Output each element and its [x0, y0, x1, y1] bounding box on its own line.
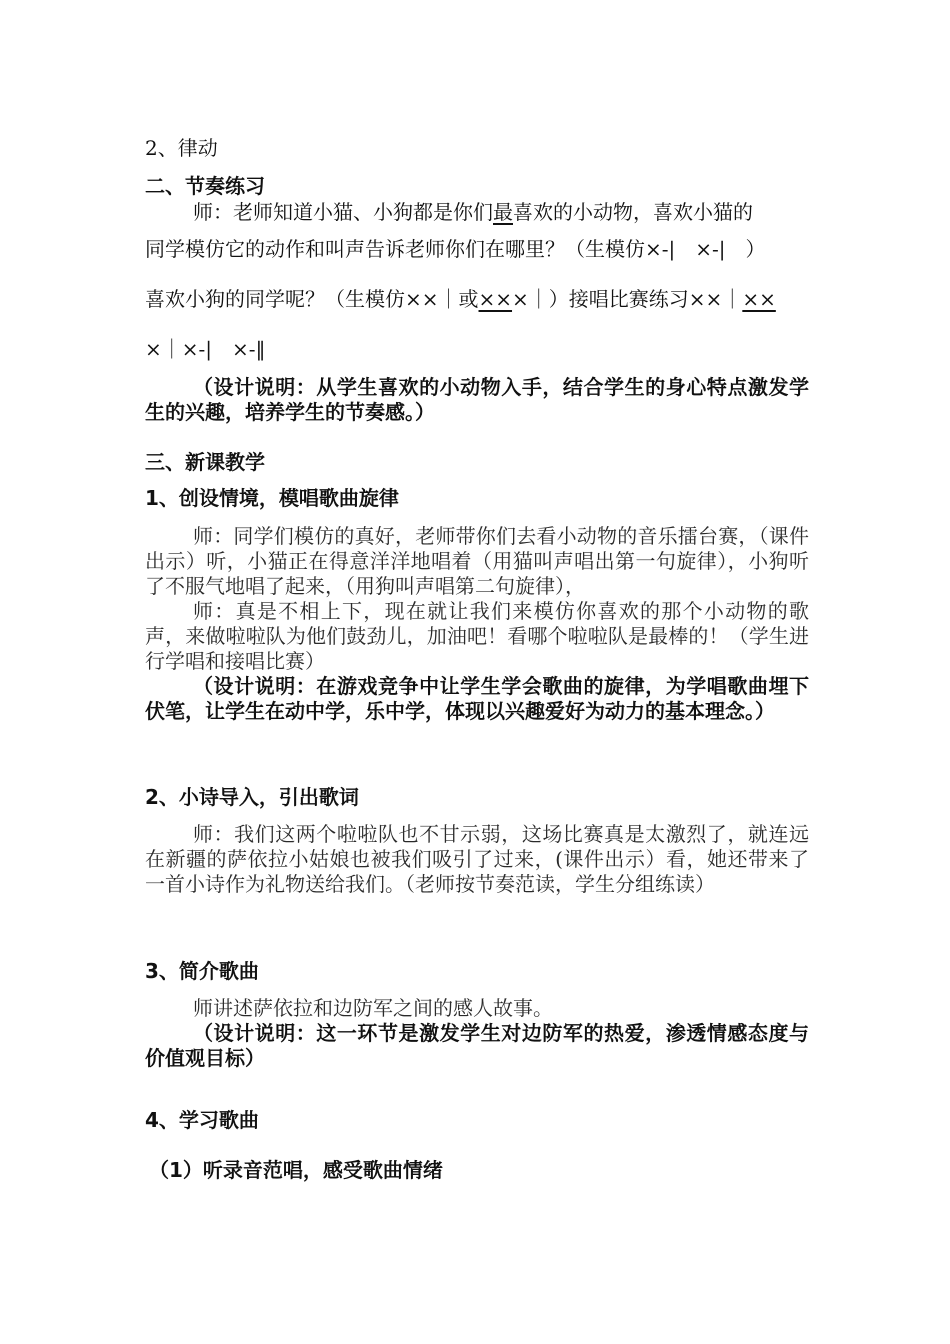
section-heading-rhythm-movement: 2、律动 [145, 136, 218, 160]
subheading-create-scene: 1、创设情境，模唱歌曲旋律 [145, 486, 399, 510]
paragraph-song-intro: 师讲述萨依拉和边防军之间的感人故事。 [193, 996, 553, 1020]
paragraph-scene-1: 师：同学们模仿的真好，老师带你们去看小动物的音乐擂台赛，（课件出示）听，小猫正在得意洋洋地唱着（用猫叫声唱出第一句旋律），小狗听了不服气地唱了起来，（用狗叫声唱第二句旋律）， [145, 524, 809, 598]
rhythm-paragraph-line-4: ×｜×-| ×-‖ [145, 337, 266, 361]
section-heading-rhythm-practice: 二、节奏练习 [145, 174, 265, 198]
subheading-listen-recording: （1）听录音范唱，感受歌曲情绪 [149, 1158, 443, 1182]
design-note-3: （设计说明：这一环节是激发学生对边防军的热爱，渗透情感态度与价值观目标） [145, 1021, 809, 1070]
rhythm-text: 喜欢小狗的同学呢？（生模仿××｜或 [145, 287, 479, 311]
paragraph-poem: 师：我们这两个啦啦队也不甘示弱，这场比赛真是太激烈了，就连远在新疆的萨依拉小姑娘也被我们吸引了过来，(课件出示）看，她还带来了一首小诗作为礼物送给我们。（老师按节奏范读，学生分组练读） [145, 822, 809, 896]
section-heading-new-lesson: 三、新课教学 [145, 450, 265, 474]
subheading-learn-song: 4、学习歌曲 [145, 1108, 259, 1132]
underlined-notation: ×× [742, 287, 776, 311]
subheading-poem-intro: 2、小诗导入，引出歌词 [145, 785, 359, 809]
rhythm-text: ×｜）接唱比赛练习××｜ [512, 287, 743, 311]
rhythm-paragraph-line-3 [145, 287, 809, 312]
underlined-notation: ×× [478, 287, 513, 311]
underlined-word: 最 [493, 200, 513, 224]
rhythm-paragraph-line-1 [145, 200, 809, 225]
paragraph-scene-2: 师：真是不相上下，现在就让我们来模仿你喜欢的那个小动物的歌声，来做啦啦队为他们鼓劲儿，加油吧！看哪个啦啦队是最棒的！（学生进行学唱和接唱比赛） [145, 599, 809, 673]
rhythm-text: 师：老师知道小猫、小狗都是你们 [193, 200, 493, 224]
rhythm-text: 喜欢的小动物，喜欢小猫的 [513, 200, 753, 224]
subheading-song-intro: 3、简介歌曲 [145, 959, 259, 983]
design-note-1: （设计说明：从学生喜欢的小动物入手，结合学生的身心特点激发学生的兴趣，培养学生的节奏感。） [145, 375, 809, 424]
design-note-2: （设计说明：在游戏竞争中让学生学会歌曲的旋律，为学唱歌曲埋下伏笔，让学生在动中学，乐中学，体现以兴趣爱好为动力的基本理念。） [145, 674, 809, 723]
rhythm-paragraph-line-2: 同学模仿它的动作和叫声告诉老师你们在哪里？（生模仿×-| ×-| ） [145, 237, 766, 261]
